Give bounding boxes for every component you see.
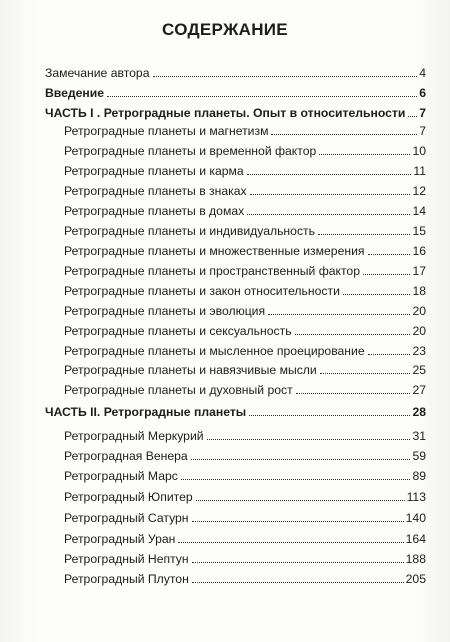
toc-page-number: 12 — [412, 184, 426, 198]
toc-page-number: 113 — [406, 490, 426, 504]
toc-page-number: 140 — [405, 511, 426, 525]
toc-page-number: 31 — [412, 429, 426, 443]
toc-entry-title: Ретроградные планеты и индивидуальность — [64, 224, 315, 238]
toc-dot-leader — [320, 373, 411, 374]
toc-entry-title: Ретроградные планеты в домах — [64, 204, 245, 218]
toc-dot-leader — [196, 500, 405, 501]
toc-dot-leader — [178, 542, 403, 543]
toc-dot-leader — [268, 314, 410, 315]
toc-dot-leader — [318, 234, 410, 235]
toc-dot-leader — [247, 214, 410, 215]
toc-entry-title: ЧАСТЬ I . Ретроградные планеты. Опыт в относительности — [45, 106, 406, 120]
toc-page-number: 20 — [412, 324, 426, 338]
toc-page-number: 27 — [412, 383, 426, 397]
toc-dot-leader — [192, 562, 404, 563]
toc-dot-leader — [363, 274, 410, 275]
toc-dot-leader — [247, 174, 412, 175]
toc-entry — [64, 180, 426, 198]
toc-entry-title: Ретроградные планеты и духовный рост — [64, 383, 293, 397]
toc-dot-leader — [153, 76, 418, 77]
toc-page-number: 6 — [419, 86, 426, 100]
toc-dot-leader — [192, 582, 404, 583]
toc-page-number: 18 — [412, 284, 426, 298]
toc-entry-title: Ретроградный Юпитер — [64, 490, 193, 504]
toc-dot-leader — [250, 194, 411, 195]
toc-entry-title: Ретроградные планеты в знаках — [64, 184, 247, 198]
toc-dot-leader — [295, 334, 411, 335]
toc-entry — [64, 260, 426, 278]
page-title: СОДЕРЖАНИЕ — [162, 20, 288, 39]
toc-entry — [64, 320, 426, 338]
toc-dot-leader — [181, 479, 411, 480]
toc-page-number: 14 — [412, 204, 426, 218]
toc-entry-title: Ретроградный Марс — [64, 469, 178, 483]
toc-dot-leader — [368, 354, 411, 355]
toc-page-number: 188 — [405, 552, 426, 566]
toc-entry-title: Ретроградный Нептун — [64, 552, 189, 566]
toc-entry-title: Ретроградный Уран — [64, 532, 176, 546]
toc-entry — [64, 140, 426, 158]
toc-entry-title: Ретроградные планеты и множественные измерения — [64, 244, 365, 258]
toc-page-number: 15 — [412, 224, 426, 238]
toc-entry-title: Введение — [45, 86, 105, 100]
toc-page-number: 164 — [405, 532, 426, 546]
toc-dot-leader — [271, 134, 417, 135]
toc-entry — [64, 120, 426, 138]
toc-entry-title: Ретроградные планеты и мысленное проецирование — [64, 344, 365, 358]
toc-entry — [64, 568, 426, 586]
toc-entry — [64, 220, 426, 238]
toc-page-number: 59 — [412, 449, 426, 463]
toc-entry-title: Ретроградные планеты и закон относительности — [64, 284, 340, 298]
toc-page-number: 23 — [412, 344, 426, 358]
toc-entry — [64, 240, 426, 258]
toc-section — [45, 82, 426, 100]
toc-page-number: 17 — [412, 264, 426, 278]
toc-dot-leader — [107, 96, 417, 97]
toc-entry — [64, 200, 426, 218]
toc-entry — [64, 528, 426, 546]
toc-page-number: 10 — [412, 144, 426, 158]
toc-dot-leader — [249, 415, 410, 416]
toc-entry — [64, 280, 426, 298]
toc-entry — [64, 445, 426, 463]
toc-entry-title: Ретроградные планеты и сексуальность — [64, 324, 292, 338]
toc-dot-leader — [343, 294, 411, 295]
toc-entry — [64, 340, 426, 358]
toc-entry-title: Ретроградные планеты и эволюция — [64, 304, 266, 318]
toc-entry-title: Ретроградный Плутон — [64, 572, 189, 586]
toc-page-number: 7 — [419, 106, 426, 120]
toc-dot-leader — [192, 521, 404, 522]
toc-entry-title: Ретроградные планеты и карма — [64, 164, 244, 178]
toc-dot-leader — [207, 439, 411, 440]
toc-page-number: 89 — [412, 469, 426, 483]
toc-dot-leader — [296, 393, 411, 394]
toc-page-number: 20 — [412, 304, 426, 318]
toc-dot-leader — [368, 254, 411, 255]
toc-entry — [64, 379, 426, 397]
toc-dot-leader — [408, 116, 417, 117]
toc-section — [45, 401, 426, 419]
toc-entry-title: Ретроградные планеты и магнетизм — [64, 124, 269, 138]
toc-entry-title: Ретроградные планеты и пространственный фактор — [64, 264, 360, 278]
toc-page-number: 25 — [412, 363, 426, 377]
toc-entry — [64, 548, 426, 566]
toc-entry-title: Ретроградные планеты и временной фактор — [64, 144, 317, 158]
toc-entry-title: ЧАСТЬ II. Ретроградные планеты — [45, 405, 247, 419]
toc-entry — [64, 300, 426, 318]
toc-section — [45, 102, 426, 120]
toc-page-number: 16 — [412, 244, 426, 258]
toc-entry-title: Ретроградный Меркурий — [64, 429, 204, 443]
toc-entry-title: Ретроградные планеты и навязчивые мысли — [64, 363, 317, 377]
toc-entry — [64, 486, 426, 504]
toc-dot-leader — [191, 459, 411, 460]
toc-entry-title: Ретроградная Венера — [64, 449, 188, 463]
toc-page-number: 205 — [405, 572, 426, 586]
toc-entry — [64, 160, 426, 178]
toc-entry — [64, 425, 426, 443]
toc-page-number: 7 — [419, 124, 426, 138]
toc-entry — [64, 465, 426, 483]
toc-entry-title: Замечание автора — [45, 66, 150, 80]
toc-page-number: 28 — [412, 405, 426, 419]
toc-page-number: 11 — [413, 164, 426, 178]
toc-section — [45, 62, 426, 80]
toc-entry — [64, 507, 426, 525]
toc-page-number: 4 — [419, 66, 426, 80]
toc-entry-title: Ретроградный Сатурн — [64, 511, 189, 525]
toc-dot-leader — [319, 154, 410, 155]
toc-entry — [64, 359, 426, 377]
